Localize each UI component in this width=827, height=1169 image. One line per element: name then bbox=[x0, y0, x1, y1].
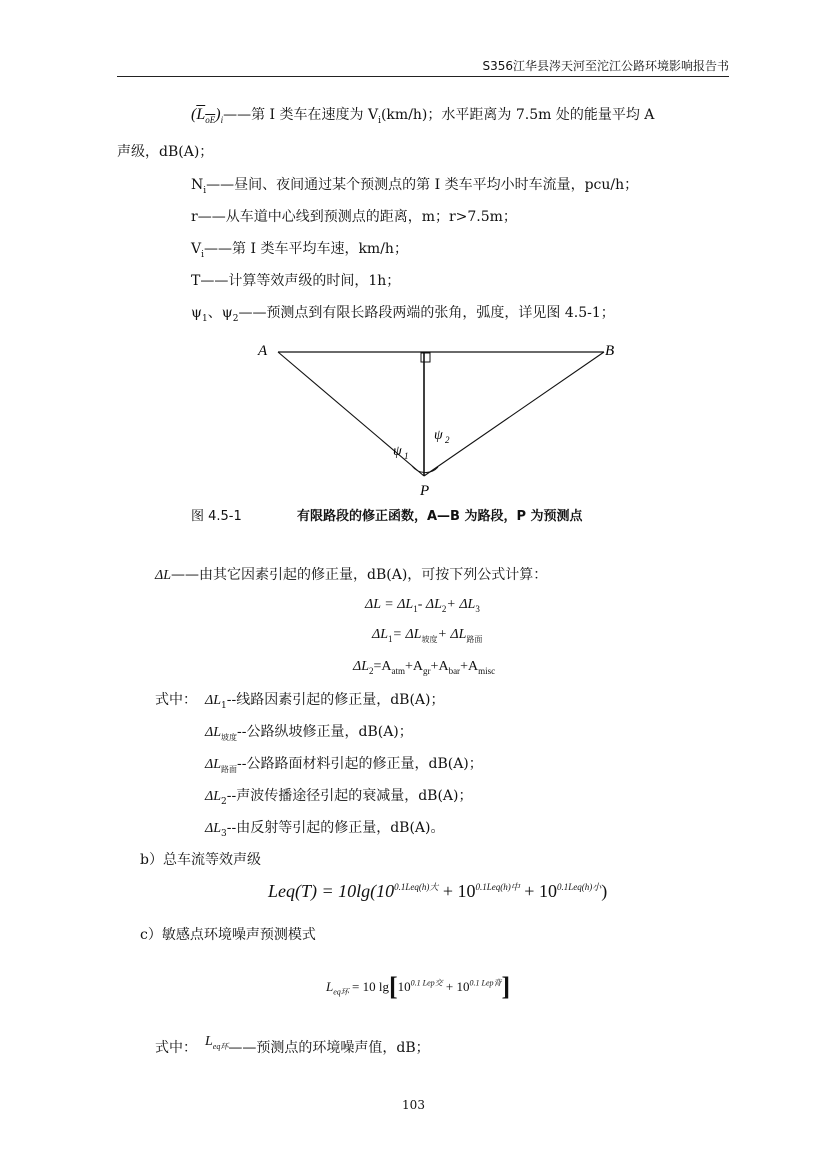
formula-env-leq: $L_{eq环} = 10$ $\lg[10^{0.1 Lep交} + 10^{0.1 Lep背}]$ bbox=[326, 972, 511, 1001]
where-delta-l2: $\Delta L_2--$声波传播途径引起的衰减量，dB(A)； bbox=[205, 788, 473, 807]
where-delta-slope: $\Delta L_{坡度}--$公路纵坡修正量，dB(A)； bbox=[205, 724, 413, 742]
header-rule bbox=[117, 76, 729, 77]
formula-total-leq: $Leq(T) = 10\lg(10^{0.1Leq(h)大} + 10^{0.1Leq(h)中} + 10^{0.1Leq(h)小})$ bbox=[268, 881, 608, 901]
where-delta-l1: $\Delta L_1--$线路因素引起的修正量，dB(A)； bbox=[205, 692, 445, 711]
delta-intro: ΔL——由其它因素引起的修正量，dB(A)，可按下列公式计算： bbox=[155, 567, 548, 583]
where-label: 式中： bbox=[155, 692, 197, 708]
page-number: 103 bbox=[402, 1098, 425, 1112]
def-psi: $\psi_1$、$\psi_2——$预测点到有限长路段两端的张角，弧度，详见图 4.5-1； bbox=[191, 305, 615, 324]
where-delta-surface: $\Delta L_{路面}--$公路路面材料引起的修正量，dB(A)； bbox=[205, 756, 483, 774]
def-loe-cont: 声级，dB(A)； bbox=[117, 144, 214, 160]
section-c-title: c）敏感点环境噪声预测模式 bbox=[140, 927, 316, 943]
header-title: S356江华县涔天河至沱江公路环境影响报告书 bbox=[482, 59, 729, 73]
def-vi: $V_i——$第 I 类车平均车速，km/h； bbox=[191, 241, 408, 260]
label-p: P bbox=[420, 483, 430, 499]
def-t: T——计算等效声级的时间，1h； bbox=[191, 273, 401, 289]
section-b-title: b）总车流等效声级 bbox=[140, 852, 261, 868]
formula-delta-l: $\Delta L = \Delta L_1-$ $\Delta L_2+ \Delta L_3$ bbox=[365, 597, 480, 614]
figure-caption-number: 图 4.5-1 bbox=[191, 509, 242, 524]
formula-delta-l2: $\Delta L_2=A_{atm}+A_{gr}+A_{bar}+A_{misc}$ bbox=[353, 659, 496, 676]
figure-caption-text: 有限路段的修正函数，A—B 为路段，P 为预测点 bbox=[297, 509, 583, 524]
final-where: 式中： bbox=[155, 1040, 197, 1056]
right-angle-mark bbox=[421, 353, 430, 362]
def-loe: $(L_{oE})_i——$第 I 类车在速度为 $V_i(km/h)$；水平距离为 7.5m 处的能量平均 A bbox=[191, 106, 655, 126]
formula-delta-l1: $\Delta L_1= \Delta L_{坡度}+ \Delta L_{路面}$ bbox=[372, 627, 483, 644]
where-delta-l3: $\Delta L_3--$由反射等引起的修正量，dB(A)。 bbox=[205, 820, 445, 839]
road-segment-figure bbox=[250, 338, 630, 500]
label-psi1: ψ bbox=[393, 444, 402, 459]
line-bp bbox=[424, 352, 604, 476]
label-psi2-sub: 2 bbox=[445, 435, 450, 445]
label-psi2: ψ bbox=[434, 428, 443, 443]
def-ni: $N_i——$昼间、夜间通过某个预测点的第 I 类车平均小时车流量，pcu/h； bbox=[191, 177, 639, 196]
def-r: r——从车道中心线到预测点的距离，m；r>7.5m； bbox=[191, 209, 517, 225]
label-a: A bbox=[258, 343, 268, 359]
label-b: B bbox=[605, 343, 615, 359]
final-def: $L_{eq环}——$预测点的环境噪声值，dB； bbox=[205, 1034, 430, 1056]
label-psi1-sub: 1 bbox=[404, 451, 409, 461]
line-ap bbox=[278, 352, 424, 476]
